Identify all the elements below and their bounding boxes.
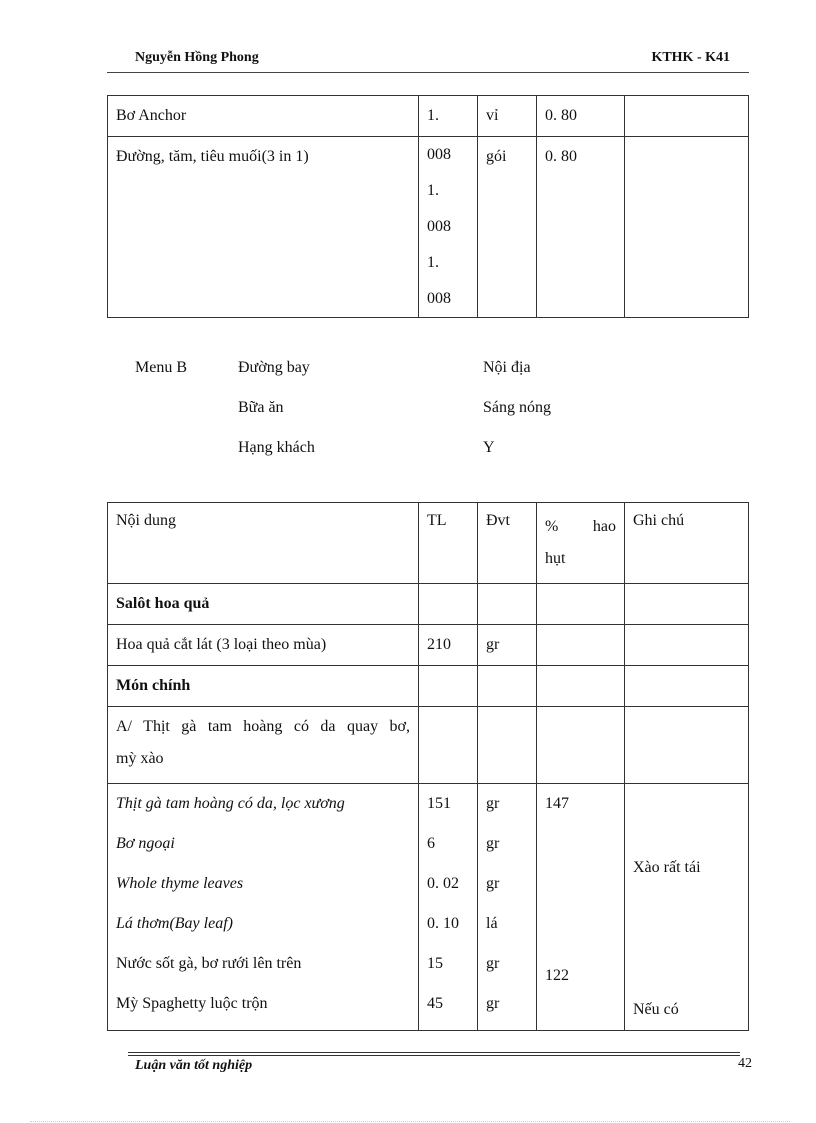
cell-dvt: vỉ [478, 96, 537, 137]
footer-rule [128, 1052, 740, 1053]
header-tl: TL [419, 503, 478, 584]
fruit-dvt: gr [478, 625, 537, 666]
item-dvt: gr [486, 875, 500, 892]
header-dvt: Đvt [478, 503, 537, 584]
cell-name [108, 137, 419, 318]
header-hao-word: hao [592, 518, 616, 535]
item-name: Lá thơm(Bay leaf) [116, 915, 233, 932]
table-menu-b [107, 502, 749, 1031]
item-dvt: gr [486, 795, 500, 812]
table-row [108, 584, 749, 625]
dvt-value: gói [486, 148, 507, 165]
menu-value-class: Y [483, 439, 495, 456]
table-row [108, 96, 749, 137]
footer-rule [128, 1055, 740, 1056]
tl-line: 1. [427, 254, 439, 271]
header-hao-pct: % [545, 518, 559, 535]
item-tl: 0. 10 [427, 915, 459, 932]
tl-line: 1. [427, 182, 439, 199]
tl-line: 008 [427, 146, 451, 163]
dish-title-line2: mỳ xào [116, 750, 164, 767]
table-header-row [108, 503, 749, 584]
item-name: Thịt gà tam hoàng có da, lọc xương [116, 795, 345, 812]
item-tl: 151 [427, 795, 451, 812]
header-hao-line2: hụt [545, 550, 566, 567]
items-dvt [478, 784, 537, 1031]
dish-title-line1: A/ Thịt gà tam hoàng có da quay bơ, [116, 718, 410, 735]
items-hao [537, 784, 625, 1031]
items-names [108, 784, 419, 1031]
fruit-name: Hoa quả cắt lát (3 loại theo mùa) [108, 625, 419, 666]
cell-tl: 1. [419, 96, 478, 137]
section-main-dish: Món chính [108, 666, 419, 707]
header-hao [537, 503, 625, 584]
header-content: Nội dung [108, 503, 419, 584]
cell-note [625, 96, 749, 137]
dish-title [108, 707, 419, 784]
item-dvt: lá [486, 915, 498, 932]
table-row [108, 666, 749, 707]
item-dvt: gr [486, 955, 500, 972]
item-hao: 147 [545, 795, 569, 812]
item-name: Whole thyme leaves [116, 875, 244, 892]
cell-hao [537, 137, 625, 318]
header-note: Ghi chú [625, 503, 749, 584]
tl-line: 008 [427, 218, 451, 235]
menu-value-route: Nội địa [483, 359, 531, 376]
item-tl: 6 [427, 835, 435, 852]
item-hao: 122 [545, 967, 569, 984]
menu-key-class: Hạng khách [238, 439, 315, 456]
cell-hao: 0. 80 [537, 96, 625, 137]
table-row [108, 707, 749, 784]
item-tl: 45 [427, 995, 443, 1012]
cell-note [625, 137, 749, 318]
menu-key-meal: Bữa ăn [238, 399, 284, 416]
items-note [625, 784, 749, 1031]
item-tl: 0. 02 [427, 875, 459, 892]
header-course: KTHK - K41 [651, 50, 730, 65]
table-row [108, 784, 749, 1031]
note-saute: Xào rất tái [633, 859, 701, 876]
item-name: Đường, tăm, tiêu muối(3 in 1) [116, 148, 309, 165]
cell-name: Bơ Anchor [108, 96, 419, 137]
header-rule [107, 72, 749, 73]
item-name: Mỳ Spaghetty luộc trộn [116, 995, 268, 1012]
cell-tl [419, 137, 478, 318]
menu-key-route: Đường bay [238, 359, 310, 376]
header-author: Nguyễn Hồng Phong [135, 50, 259, 65]
item-name: Bơ ngoại [116, 835, 175, 852]
item-name: Nước sốt gà, bơ rưới lên trên [116, 955, 302, 972]
cell-dvt [478, 137, 537, 318]
header-hao-line1 [545, 511, 616, 543]
table-row [108, 137, 749, 318]
page-number: 42 [738, 1056, 752, 1071]
item-tl: 15 [427, 955, 443, 972]
note-if-any: Nếu có [633, 1001, 679, 1018]
fruit-tl: 210 [419, 625, 478, 666]
hao-value: 0. 80 [545, 148, 577, 165]
table-ingredients-continued [107, 95, 749, 318]
tl-line: 008 [427, 290, 451, 307]
item-dvt: gr [486, 995, 500, 1012]
table-row [108, 625, 749, 666]
menu-label: Menu B [135, 359, 187, 376]
menu-value-meal: Sáng nóng [483, 399, 551, 416]
page-edge [30, 1121, 790, 1122]
items-tl [419, 784, 478, 1031]
item-dvt: gr [486, 835, 500, 852]
section-fruit-salad: Salôt hoa quả [108, 584, 419, 625]
footer-title: Luận văn tốt nghiệp [135, 1058, 253, 1073]
